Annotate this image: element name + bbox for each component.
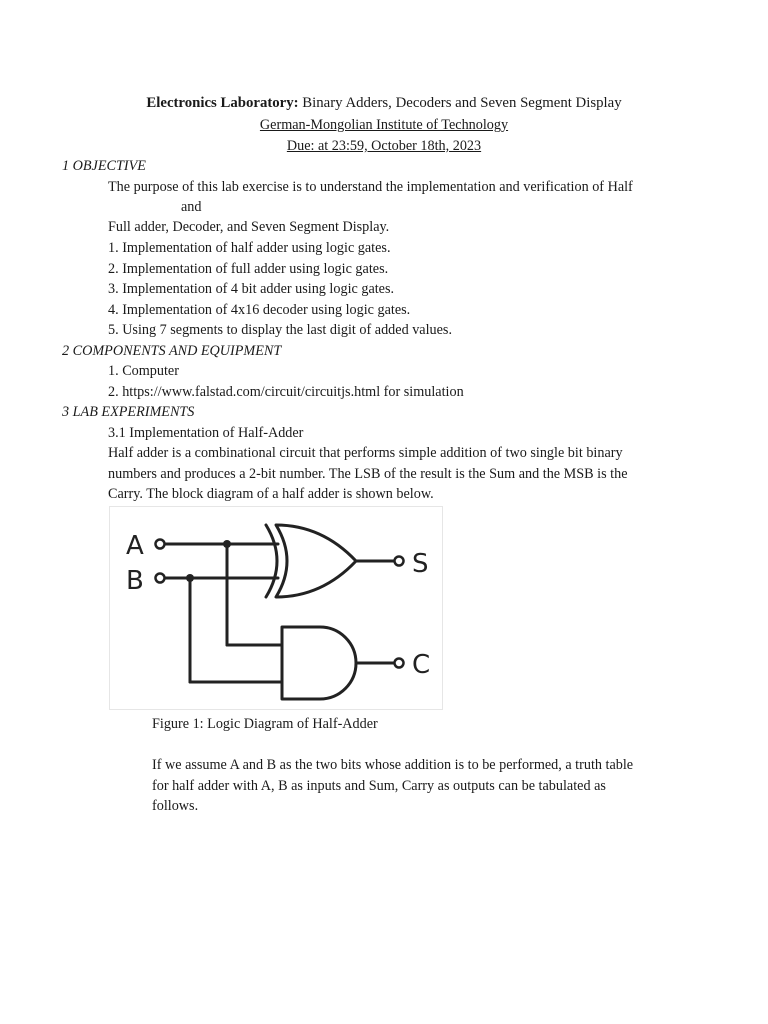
title-bold-part: Electronics Laboratory: — [146, 95, 299, 111]
half-adder-svg — [110, 507, 442, 709]
junction-dot-a — [223, 540, 231, 548]
components-heading: 2 COMPONENTS AND EQUIPMENT — [62, 343, 282, 359]
document-title — [0, 93, 768, 113]
truth-intro-line: If we assume A and B as the two bits whose addition is to be performed, a truth table — [152, 757, 634, 773]
terminal-s — [395, 557, 404, 566]
terminal-c — [395, 659, 404, 668]
component-item: 2. https://www.falstad.com/circuit/circuitjs.html for simulation — [108, 384, 464, 400]
objective-item: 5. Using 7 segments to display the last digit of added values. — [108, 322, 452, 338]
objective-item: 3. Implementation of 4 bit adder using logic gates. — [108, 281, 395, 297]
objective-item: 4. Implementation of 4x16 decoder using logic gates. — [108, 302, 411, 318]
experiments-heading: 3 LAB EXPERIMENTS — [62, 404, 195, 420]
objective-intro-line-1: The purpose of this lab exercise is to understand the implementation and verification of Half — [108, 179, 633, 195]
label-c: C — [412, 650, 431, 680]
xor-gate-body — [276, 525, 356, 597]
institute-text: German-Mongolian Institute of Technology — [259, 117, 509, 133]
objective-heading: 1 OBJECTIVE — [62, 158, 146, 174]
experiments-paragraph-line: Half adder is a combinational circuit that performs simple addition of two single bit binary — [108, 445, 623, 461]
objective-intro-line-3: Full adder, Decoder, and Seven Segment Display. — [108, 219, 390, 235]
objective-intro-line-2: and — [181, 199, 202, 215]
experiments-subheading: 3.1 Implementation of Half-Adder — [108, 425, 304, 441]
component-item: 1. Computer — [108, 363, 179, 379]
due-text: Due: at 23:59, October 18th, 2023 — [286, 138, 482, 154]
junction-dot-b — [186, 574, 194, 582]
terminal-b — [156, 574, 165, 583]
experiments-paragraph-line: Carry. The block diagram of a half adder is shown below. — [108, 486, 434, 502]
title-rest-part: Binary Adders, Decoders and Seven Segment Display — [298, 95, 622, 111]
objective-item: 2. Implementation of full adder using logic gates. — [108, 261, 389, 277]
label-b: B — [126, 566, 144, 596]
due-date — [0, 136, 768, 156]
truth-intro-line: follows. — [152, 798, 199, 814]
terminal-a — [156, 540, 165, 549]
truth-intro-line: for half adder with A, B as inputs and Sum, Carry as outputs can be tabulated as — [152, 778, 606, 794]
figure-caption: Figure 1: Logic Diagram of Half-Adder — [152, 716, 378, 732]
objective-item: 1. Implementation of half adder using logic gates. — [108, 240, 391, 256]
label-s: S — [412, 549, 429, 579]
institute-name — [0, 115, 768, 135]
half-adder-diagram — [109, 506, 443, 710]
label-a: A — [126, 531, 144, 561]
experiments-paragraph-line: numbers and produces a 2-bit number. The LSB of the result is the Sum and the MSB is the — [108, 466, 628, 482]
xor-gate-back-curve — [266, 525, 277, 597]
and-gate-body — [282, 627, 356, 699]
